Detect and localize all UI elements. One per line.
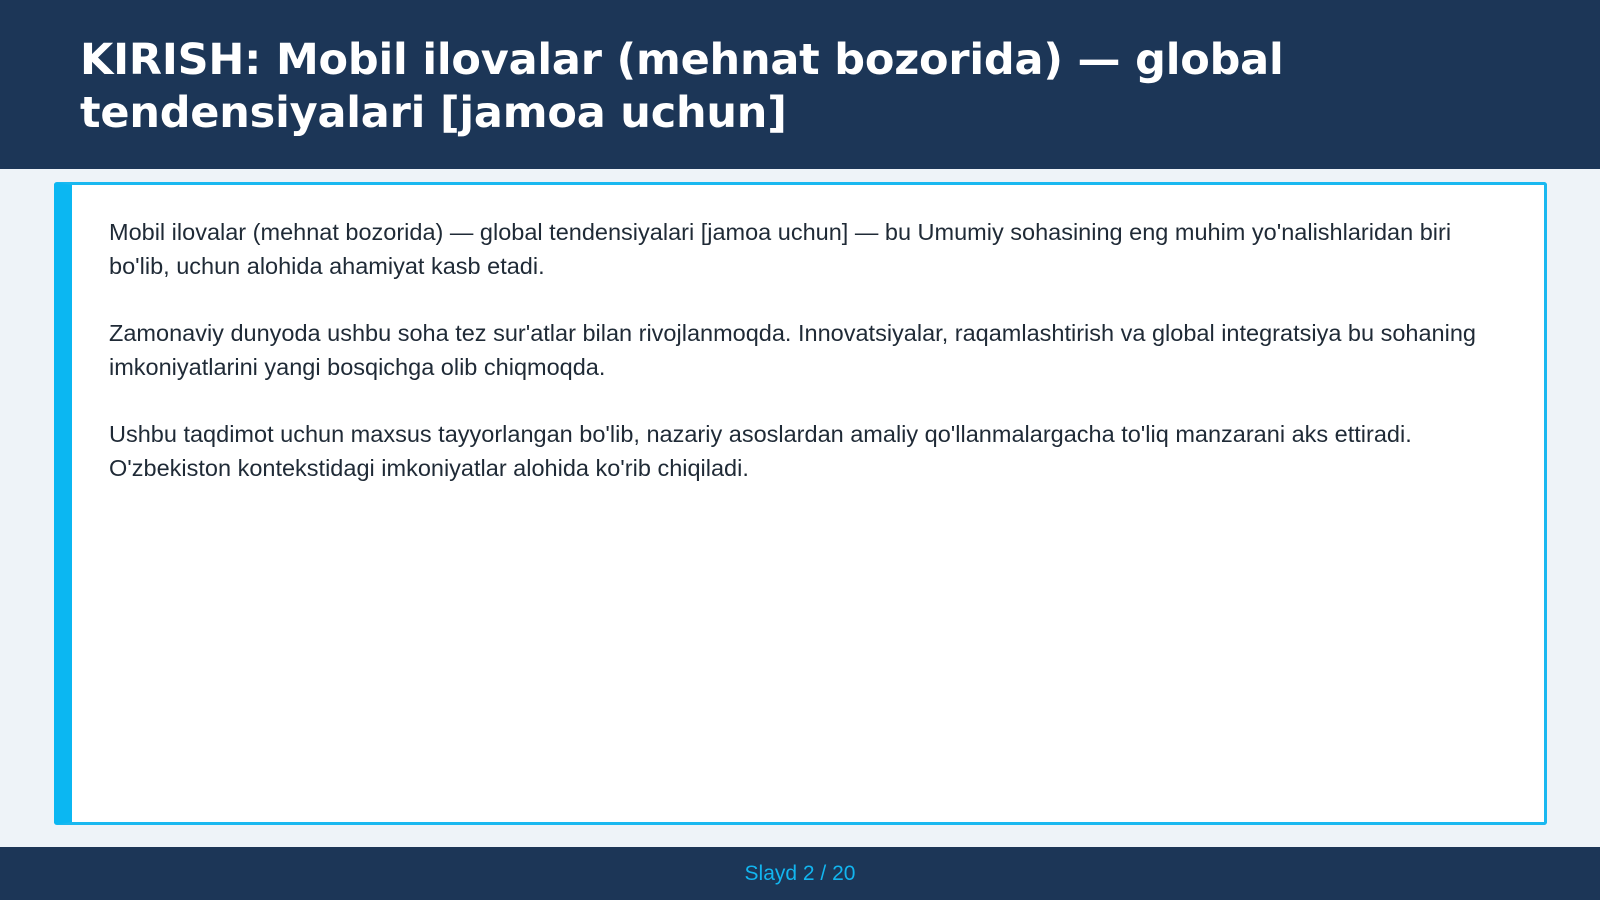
slide-footer xyxy=(0,847,1600,900)
slide-header xyxy=(0,0,1600,169)
slide-number: Slayd 2 / 20 xyxy=(744,862,856,885)
content-box xyxy=(54,182,1547,825)
paragraph-intro: Mobil ilovalar (mehnat bozorida) — global tendensiyalari [jamoa uchun] — bu Umumiy sohasining eng muhim yo'nalishlaridan biri bo'lib, uchun alohida ahamiyat kasb etadi. xyxy=(109,219,1452,279)
content-text xyxy=(109,215,1509,518)
paragraph-modern-world: Zamonaviy dunyoda ushbu soha tez sur'atlar bilan rivojlanmoqda. Innovatsiyalar, raqamlashtirish va global integratsiya bu sohaning imkoniyatlarini yangi bosqichga olib chiqmoqda. xyxy=(109,320,1476,380)
slide-title: KIRISH: Mobil ilovalar (mehnat bozorida) — global tendensiyalari [jamoa uchun] xyxy=(80,35,1284,138)
paragraph-presentation: Ushbu taqdimot uchun maxsus tayyorlangan bo'lib, nazariy asoslardan amaliy qo'llanmalargacha to'liq manzarani aks ettiradi. O'zbekiston kontekstidagi imkoniyatlar alohida ko'rib chiqiladi. xyxy=(109,421,1412,481)
